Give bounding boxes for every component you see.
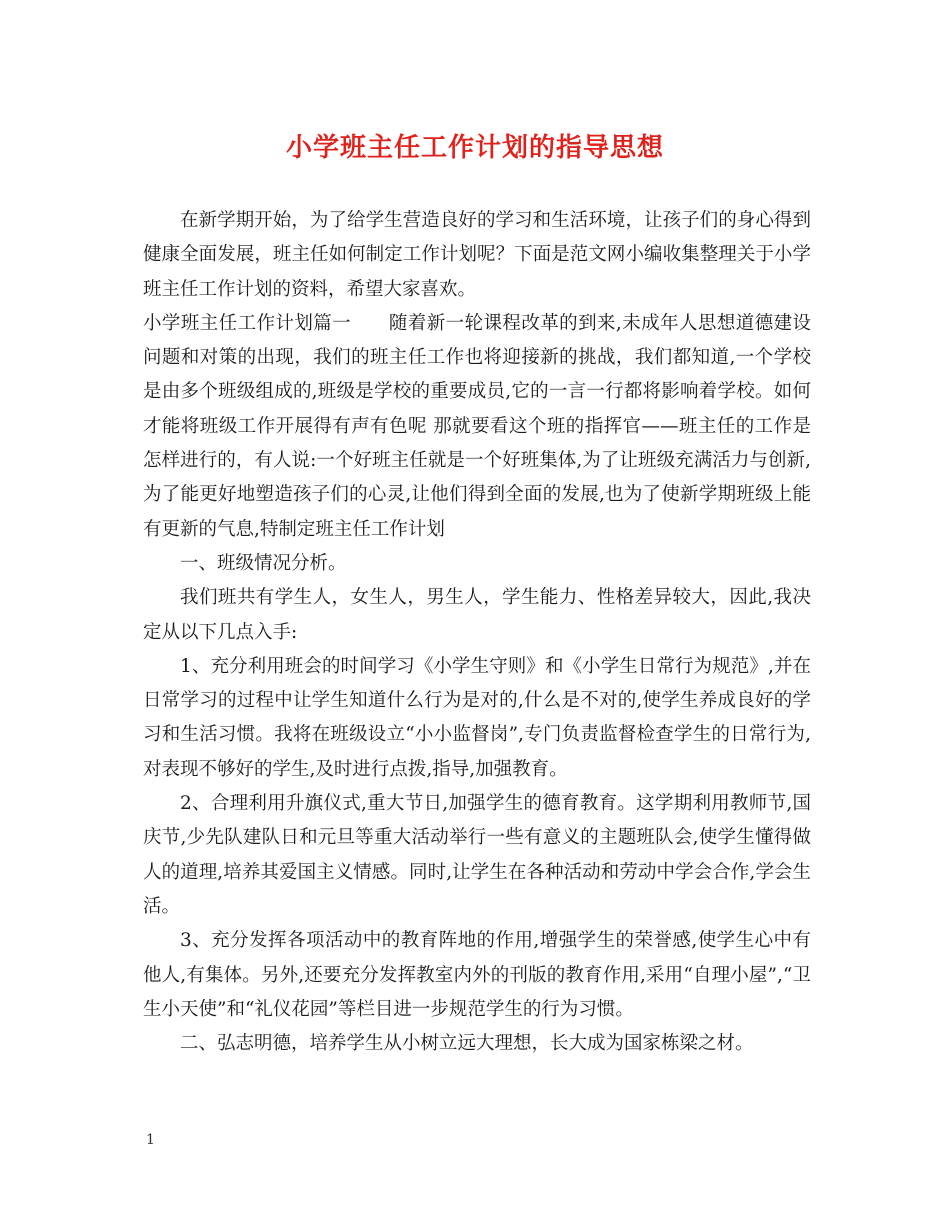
section-heading-ideals: 二、弘志明德，培养学生从小树立远大理想，长大成为国家栋梁之材。: [180, 1033, 754, 1055]
intro-paragraph: 在新学期开始，为了给学生营造良好的学习和生活环境，让孩子们的身心得到健康全面发展，班主任如何制定工作计划呢？下面是范文网小编收集整理关于小学班主任工作计划的资料，希望大家喜欢。: [143, 210, 811, 300]
section-heading-class-analysis: 一、班级情况分析。: [180, 552, 347, 574]
document-title: 小学班主任工作计划的指导思想: [285, 133, 664, 163]
plan-paragraph: 小学班主任工作计划篇一 随着新一轮课程改革的到来,未成年人思想道德建设问题和对策的出现，我们的班主任工作也将迎接新的挑战，我们都知道,一个学校是由多个班级组成的,班级是学校的重要成员,它的一言一行都将影响着学校。如何才能将班级工作开展得有声有色呢 那就要看这个班的指挥官——班主任的工作是怎样进行的，有人说:一个好班主任就是一个好班集体,为了让班级充满活力与创新,为了能更好地塑造孩子们的心灵,让他们得到全面的发展,也为了使新学期班级上能有更新的气息,特制定班主任工作计划: [143, 312, 811, 540]
item-1-paragraph: 1、充分利用班会的时间学习《小学生守则》和《小学生日常行为规范》,并在日常学习的过程中让学生知道什么行为是对的,什么是不对的,使学生养成良好的学习和生活习惯。我将在班级设立“小小监督岗”,专门负责监督检查学生的日常行为,对表现不够好的学生,及时进行点拨,指导,加强教育。: [143, 655, 811, 780]
item-3-paragraph: 3、充分发挥各项活动中的教育阵地的作用,增强学生的荣誉感,使学生心中有他人,有集体。另外,还要充分发挥教室内外的刊版的教育作用,采用“自理小屋”,“卫生小天使”和“礼仪花园”等栏目进一步规范学生的行为习惯。: [143, 930, 811, 1020]
document-body: [143, 204, 811, 1061]
item-2-paragraph: 2、合理利用升旗仪式,重大节日,加强学生的德育教育。这学期利用教师节,国庆节,少先队建队日和元旦等重大活动举行一些有意义的主题班队会,使学生懂得做人的道理,培养其爱国主义情感。同时,让学生在各种活动和劳动中学会合作,学会生活。: [143, 793, 811, 917]
class-info-paragraph: 我们班共有学生人，女生人，男生人，学生能力、性格差异较大，因此,我决定从以下几点入手:: [143, 587, 811, 643]
page-number: 1: [146, 1132, 155, 1148]
